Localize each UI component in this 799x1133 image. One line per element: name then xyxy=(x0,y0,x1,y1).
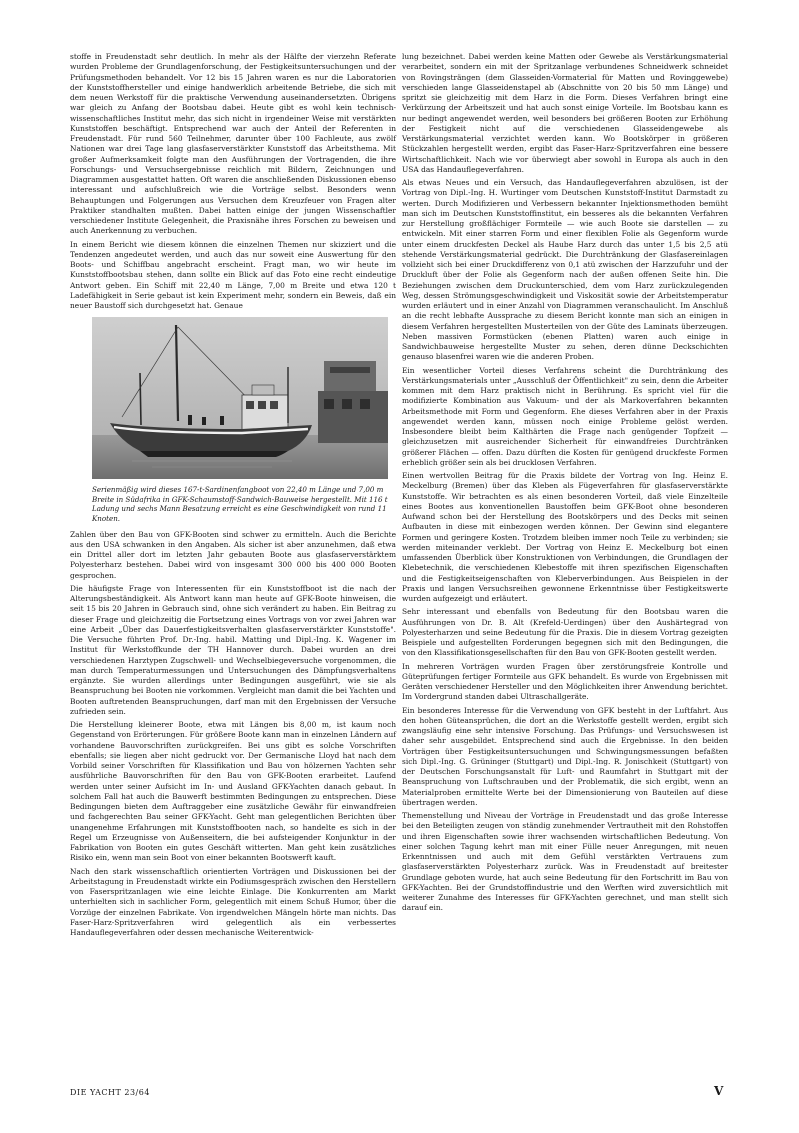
article-paragraph: Themenstellung und Niveau der Vorträge in Freudenstadt und das große Interesse bei den Beteiligten zeugen von ständig zunehmender Vertrautheit mit den Rohstoffen und ihren Eigenschaften sowie ihrer wachsenden wirtschaftlichen Bedeutung. Von einer solchen Tagung kehrt man mit einer Fülle neuer Anregungen, mit neuen Erkenntnissen und auch mit dem Gefühl verstärkten Vertrauens zum glasfaserverstärkten Polyesterharz zurück. Was in Freudenstadt auf breitester Grundlage geboten wurde, hat auch seine Bedeutung für den Fortschritt im Bau von GFK-Yachten. Bei der Grundstoffindustrie und den Werften wird zuversichtlich mit weiterer Zunahme des Interesses für GFK-Yachten gerechnet, und man stellt sich darauf ein. xyxy=(402,811,728,913)
sardine-fishing-boat-photo xyxy=(92,317,388,479)
article-paragraph: In mehreren Vorträgen wurden Fragen über zerstörungsfreie Kontrolle und Güteprüfungen fertiger Formteile aus GFK behandelt. Es wurde von Ergebnissen mit Geräten verschiedener Hersteller und den Möglichkeiten ihrer Anwendung berichtet. Im Vordergrund standen dabei Ultraschallgeräte. xyxy=(402,661,728,702)
right-column xyxy=(402,52,728,917)
photo-caption: Serienmäßig wird dieses 167-t-Sardinenfangboot von 22,40 m Länge und 7,00 m Breite in Südafrika in GFK-Schaumstoff-Sandwich-Bauweise hergestellt. Mit 116 t Ladung und sechs Mann Besatzung erreicht es eine Geschwindigkeit von rund 11 Knoten. xyxy=(92,485,388,524)
article-paragraph: Nach den stark wissenschaftlich orientierten Vorträgen und Diskussionen bei der Arbeitstagung in Freudenstadt wirkte ein Podiumsgespräch zwischen den Herstellern von Faserspritzanlagen wie eine leichte Einlage. Die Konkurrenten am Markt unterhielten sich in sachlicher Form, gelegentlich mit einem Schuß Humor, über die Vorzüge der einzelnen Fabrikate. Von irgendwelchen Mängeln hörte man nichts. Das Faser-Harz-Spritzverfahren wird gelegentlich als ein verbessertes Handauflegeverfahren oder dessen mechanische Weiterentwick- xyxy=(70,866,396,938)
article-paragraph: stoffe in Freudenstadt sehr deutlich. In mehr als der Hälfte der vierzehn Referate wurden Probleme der Grundlagenforschung, der Festigkeitsuntersuchungen und der Prüfungsmethoden behandelt. Vor 12 bis 15 Jahren waren es nur die Laboratorien der Kunststoffhersteller und einige handwerklich arbeitende Betriebe, die sich mit dem neuen Werkstoff für die praktische Verwendung auseinandersetzten. Übrigens war gleich zu Anfang der Bootsbau dabei. Heute gibt es wohl kein technisch-wissenschaftliches Institut mehr, das sich nicht in irgendeiner Weise mit verstärkten Kunststoffen beschäftigt. Entsprechend war auch der Anteil der Referenten in Freudenstadt. Für rund 560 Teilnehmer, darunter über 100 Fachleute, aus zwölf Nationen war drei Tage lang glasfaserverstärkter Kunststoff das Arbeitsthema. Mit großer Aufmerksamkeit folgte man den Ausführungen der Vortragenden, die ihre Forschungs- und Versuchsergebnisse reichlich mit Bildern, Zeichnungen und Diagrammen ausgestattet hatten. Oft waren die anschließenden Diskussionen ebenso interessant und aufschlußreich wie die Vorträge selbst. Besonders wenn Behauptungen und Folgerungen aus Versuchen dem Kreuzfeuer von Fragen alter Praktiker standhalten mußten. Dabei hatten einige der jungen Wissenschaftler verschiedener Institute Gelegenheit, die Praxisnähe ihres Forschen zu beweisen und auch Anerkennung zu verbuchen. xyxy=(70,52,396,236)
magazine-issue-footer: DIE YACHT 23/64 xyxy=(70,1088,150,1097)
article-paragraph: Zahlen über den Bau von GFK-Booten sind schwer zu ermitteln. Auch die Berichte aus den USA schwanken in den Angaben. Als sicher ist aber anzunehmen, daß etwa ein Drittel aller dort im letzten Jahr gebauten Boote aus glasfaserverstärktem Polyesterharz bestehen. Dabei wird von insgesamt 300 000 bis 400 000 Booten gesprochen. xyxy=(70,529,396,580)
boat-photo-illustration xyxy=(92,317,388,479)
article-paragraph: Einen wertvollen Beitrag für die Praxis bildete der Vortrag von Ing. Heinz E. Meckelburg (Bremen) über das Kleben als Fügeverfahren für glasfaserverstärkte Kunststoffe. Wir betrachten es als einen besonderen Vorteil, daß viele Einzelteile eines Bootes aus konventionellen Baustoffen beim GFK-Boot ohne besonderen Aufwand schon bei der Herstellung des Bootskörpers und des Decks mit seinen Aufbauten in diese mit einbezogen werden können. Der Gewinn sind elegantere Formen und geringere Kosten. Trotzdem bleiben immer noch Teile zu verbinden; sie werden miteinander verklebt. Der Vortrag von Heinz E. Meckelburg bot einen umfassenden Überblick über Konstruktionen von Verbindungen, die Grundlagen der Klebetechnik, die verschiedenen Klebestoffe mit ihren spezifischen Eigenschaften und die Festigkeitseigenschaften von Kleberverbindungen. Aus Beispielen in der Praxis und langen Versuchsreihen gewonnene Erkenntnisse über Festigkeitswerte wurden aufgezeigt und erläutert. xyxy=(402,471,728,603)
article-paragraph: Ein besonderes Interesse für die Verwendung von GFK besteht in der Luftfahrt. Aus den hohen Güteansprüchen, die dort an die Werkstoffe gestellt werden, ergibt sich zwangsläufig eine sehr intensive Forschung. Das Prüfungs- und Versuchswesen ist daher sehr ausgebildet. Entsprechend sind auch die Ergebnisse. In den beiden Vorträgen über Festigkeitsuntersuchungen und Schwingungsmessungen befaßten sich Dipl.-Ing. G. Grüninger (Stuttgart) und Dipl.-Ing. R. Jonischkeit (Stuttgart) von der Deutschen Forschungsanstalt für Luft- und Raumfahrt in Stuttgart mit der Beanspruchung von Luftschrauben und der Problematik, die sich ergibt, wenn an Materialproben ermittelte Werte bei der Dimensionierung von Bauteilen auf diese übertragen werden. xyxy=(402,705,728,807)
left-column xyxy=(70,52,396,941)
article-paragraph: Die häufigste Frage von Interessenten für ein Kunststoffboot ist die nach der Alterungsbeständigkeit. Als Antwort kann man heute auf GFK-Boote hinweisen, die seit 15 bis 20 Jahren in Gebrauch sind, ohne sich verändert zu haben. Ein Beitrag zu dieser Frage und gleichzeitig die Fortsetzung eines Vortrags von vor zwei Jahren war eine Arbeit „Über das Dauerfestigkeitsverhalten glasfaserverstärkter Kunststoffe". Die Versuche führten Prof. Dr.-Ing. habil. Matting und Dipl.-Ing. K. Wagener im Institut für Werkstoffkunde der TH Hannover durch. Dabei wurden an drei verschiedenen Harztypen Zugschwell- und Wechselbiegeversuche vorgenommen, die man durch Temperaturmessungen und Untersuchungen des Dämpfungsverhaltens ergänzte. Sie wurden allerdings unter Bedingungen ausgeführt, wie sie als Beanspruchung bei Booten nie vorkommen. Vergleicht man damit die bei Yachten und Booten auftretenden Beanspruchungen, darf man mit den Ergebnissen der Versuche zufrieden sein. xyxy=(70,583,396,716)
article-paragraph: Ein wesentlicher Vorteil dieses Verfahrens scheint die Durchtränkung des Verstärkungsmaterials unter „Ausschluß der Öffentlichkeit" zu sein, denn die Arbeiter kommen mit dem Harz praktisch nicht in Berührung. Es spricht viel für die modifizierte Kombination aus Vakuum- und der als Markoverfahren bekannten Arbeitsmethode mit Form und Gegenform. Ehe dieses Verfahren aber in der Praxis angewendet werden kann, müssen noch einige Probleme gelöst werden. Insbesondere bleibt beim Kalthärten die Frage nach genügender Topfzeit — gleichzusetzen mit ausreichender Sicherheit für einwandfreies Durchtränken größerer Flächen — offen. Dazu dürften die Kosten für genügend druckfeste Formen erheblich größer sein als bei drucklosen Verfahren. xyxy=(402,365,728,467)
article-paragraph: In einem Bericht wie diesem können die einzelnen Themen nur skizziert und die Tendenzen angedeutet werden, und auch das nur soweit eine Auswertung für den Boots- und Schiffbau angebracht erscheint. Fragt man, wo wir heute im Kunststoffbootsbau stehen, dann sollte ein Blick auf das Foto eine recht eindeutige Antwort geben. Ein Schiff mit 22,40 m Länge, 7,00 m Breite und etwa 120 t Ladefähigkeit in Serie gebaut ist kein Experiment mehr, sondern ein Beweis, daß ein neuer Baustoff sich durchgesetzt hat. Genaue xyxy=(70,239,396,310)
article-paragraph: Die Herstellung kleinerer Boote, etwa mit Längen bis 8,00 m, ist kaum noch Gegenstand von Erörterungen. Für größere Boote kann man in einzelnen Ländern auf vorhandene Bauvorschriften zurückgreifen. Bei uns gibt es solche Vorschriften ebenfalls; sie liegen aber nicht gedruckt vor. Der Germanische Lloyd hat nach dem Vorbild seiner Vorschriften für Klassifikation und Bau von hölzernen Yachten sehr ausführliche Bauvorschriften für den Bau von GFK-Booten erarbeitet. Laufend werden unter seiner Aufsicht im In- und Ausland GFK-Yachten danach gebaut. In solchem Fall hat auch die Bauwerft bestimmten Bedingungen zu entsprechen. Diese Bedingungen bieten dem Auftraggeber eine zusätzliche Gewähr für einwandfreien und fachgerechten Bau seiner GFK-Yacht. Geht man gelegentlichen Berichten über unangenehme Erfahrungen mit Kunststoffbooten nach, so handelte es sich in der Regel um Erzeugnisse von Außenseitern, die bei aufsteigender Konjunktur in der Fabrikation von Booten ein gutes Geschäft witterten. Man geht kein zusätzliches Risiko ein, wenn man sein Boot von einer bekannten Bootswerft kauft. xyxy=(70,720,396,863)
page-number: V xyxy=(714,1084,724,1098)
article-paragraph: Als etwas Neues und ein Versuch, das Handauflegeverfahren abzulösen, ist der Vortrag von Dipl.-Ing. H. Wurtinger vom Deutschen Kunststoff-Institut Darmstadt zu werten. Durch Modifizieren und Verbessern bekannter Injektionsmethoden bemüht man sich im Deutschen Kunststoffinstitut, ein besseres als die bekannten Verfahren zur Herstellung großflächiger Formteile — wie auch Boote sie darstellen — zu entwickeln. Mit einer starren Form und einer flexiblen Folie als Gegenform wurde unter einem druckfesten Deckel als Haube Harz durch das unter 1,5 bis 2,5 atü stehende Verstärkungsmaterial gedrückt. Die Durchtränkung der Glasfasereinlagen vollzieht sich bei einer Druckdifferenz von 0,1 atü zwischen der Harzzufuhr und der Druckluft über der Folie als Gegenform nach der außen offenen Seite hin. Die Beziehungen zwischen dem Druckunterschied, dem vom Harz zurückzulegenden Weg, dessen Strömungsgeschwindigkeit und Viskosität sowie der Arbeitstemperatur wurden erläutert und in einer Anzahl von Diagrammen veranschaulicht. Im Anschluß an die recht lebhafte Aussprache zu diesem Bericht konnte man sich an einigen in diesem Verfahren hergestellten Musterteilen von der Güte des Laminats überzeugen. Neben massiven Formstücken (ebenen Platten) waren auch einige in Sandwichbauweise hergestellte Muster zu sehen, deren dünne Deckschichten genauso blasenfrei waren wie die anderen Proben. xyxy=(402,178,728,362)
article-paragraph: lung bezeichnet. Dabei werden keine Matten oder Gewebe als Verstärkungsmaterial verarbeitet, sondern ein mit der Spritzanlage verbundenes Schneidwerk schneidet von Rovingsträngen (dem Glasseiden-Vormaterial für Matten und Rovinggewebe) verschieden lange Glasseidenstapel ab (Abschnitte von 20 bis 50 mm Länge) und spritzt sie gleichzeitig mit dem Harz in die Form. Dieses Verfahren bringt eine Verkürzung der Arbeitszeit und hat auch sonst einige Vorteile. Im Bootsbau kann es nur bedingt angewendet werden, weil besonders bei größeren Booten zur Erhöhung der Festigkeit nicht auf die verschiedenen Glasseidengewebe als Verstärkungsmaterial verzichtet werden kann. Wo Bootskörper in größeren Stückzahlen hergestellt werden, ergibt das Faser-Harz-Spritzverfahren eine bessere Wirtschaftlichkeit. Nach wie vor überwiegt aber sowohl in Europa als auch in den USA das Handauflegeverfahren. xyxy=(402,52,728,174)
article-paragraph: Sehr interessant und ebenfalls von Bedeutung für den Bootsbau waren die Ausführungen von Dr. B. Alt (Krefeld-Uerdingen) über den Aushärtegrad von Polyesterharzen und seine Bedeutung für die Praxis. Die in diesem Vortrag gezeigten Beispiele und aufgestellten Forderungen begegnen sich mit den Bedingungen, die von den Klassifikationsgesellschaften für den Bau von GFK-Booten gestellt werden. xyxy=(402,607,728,658)
